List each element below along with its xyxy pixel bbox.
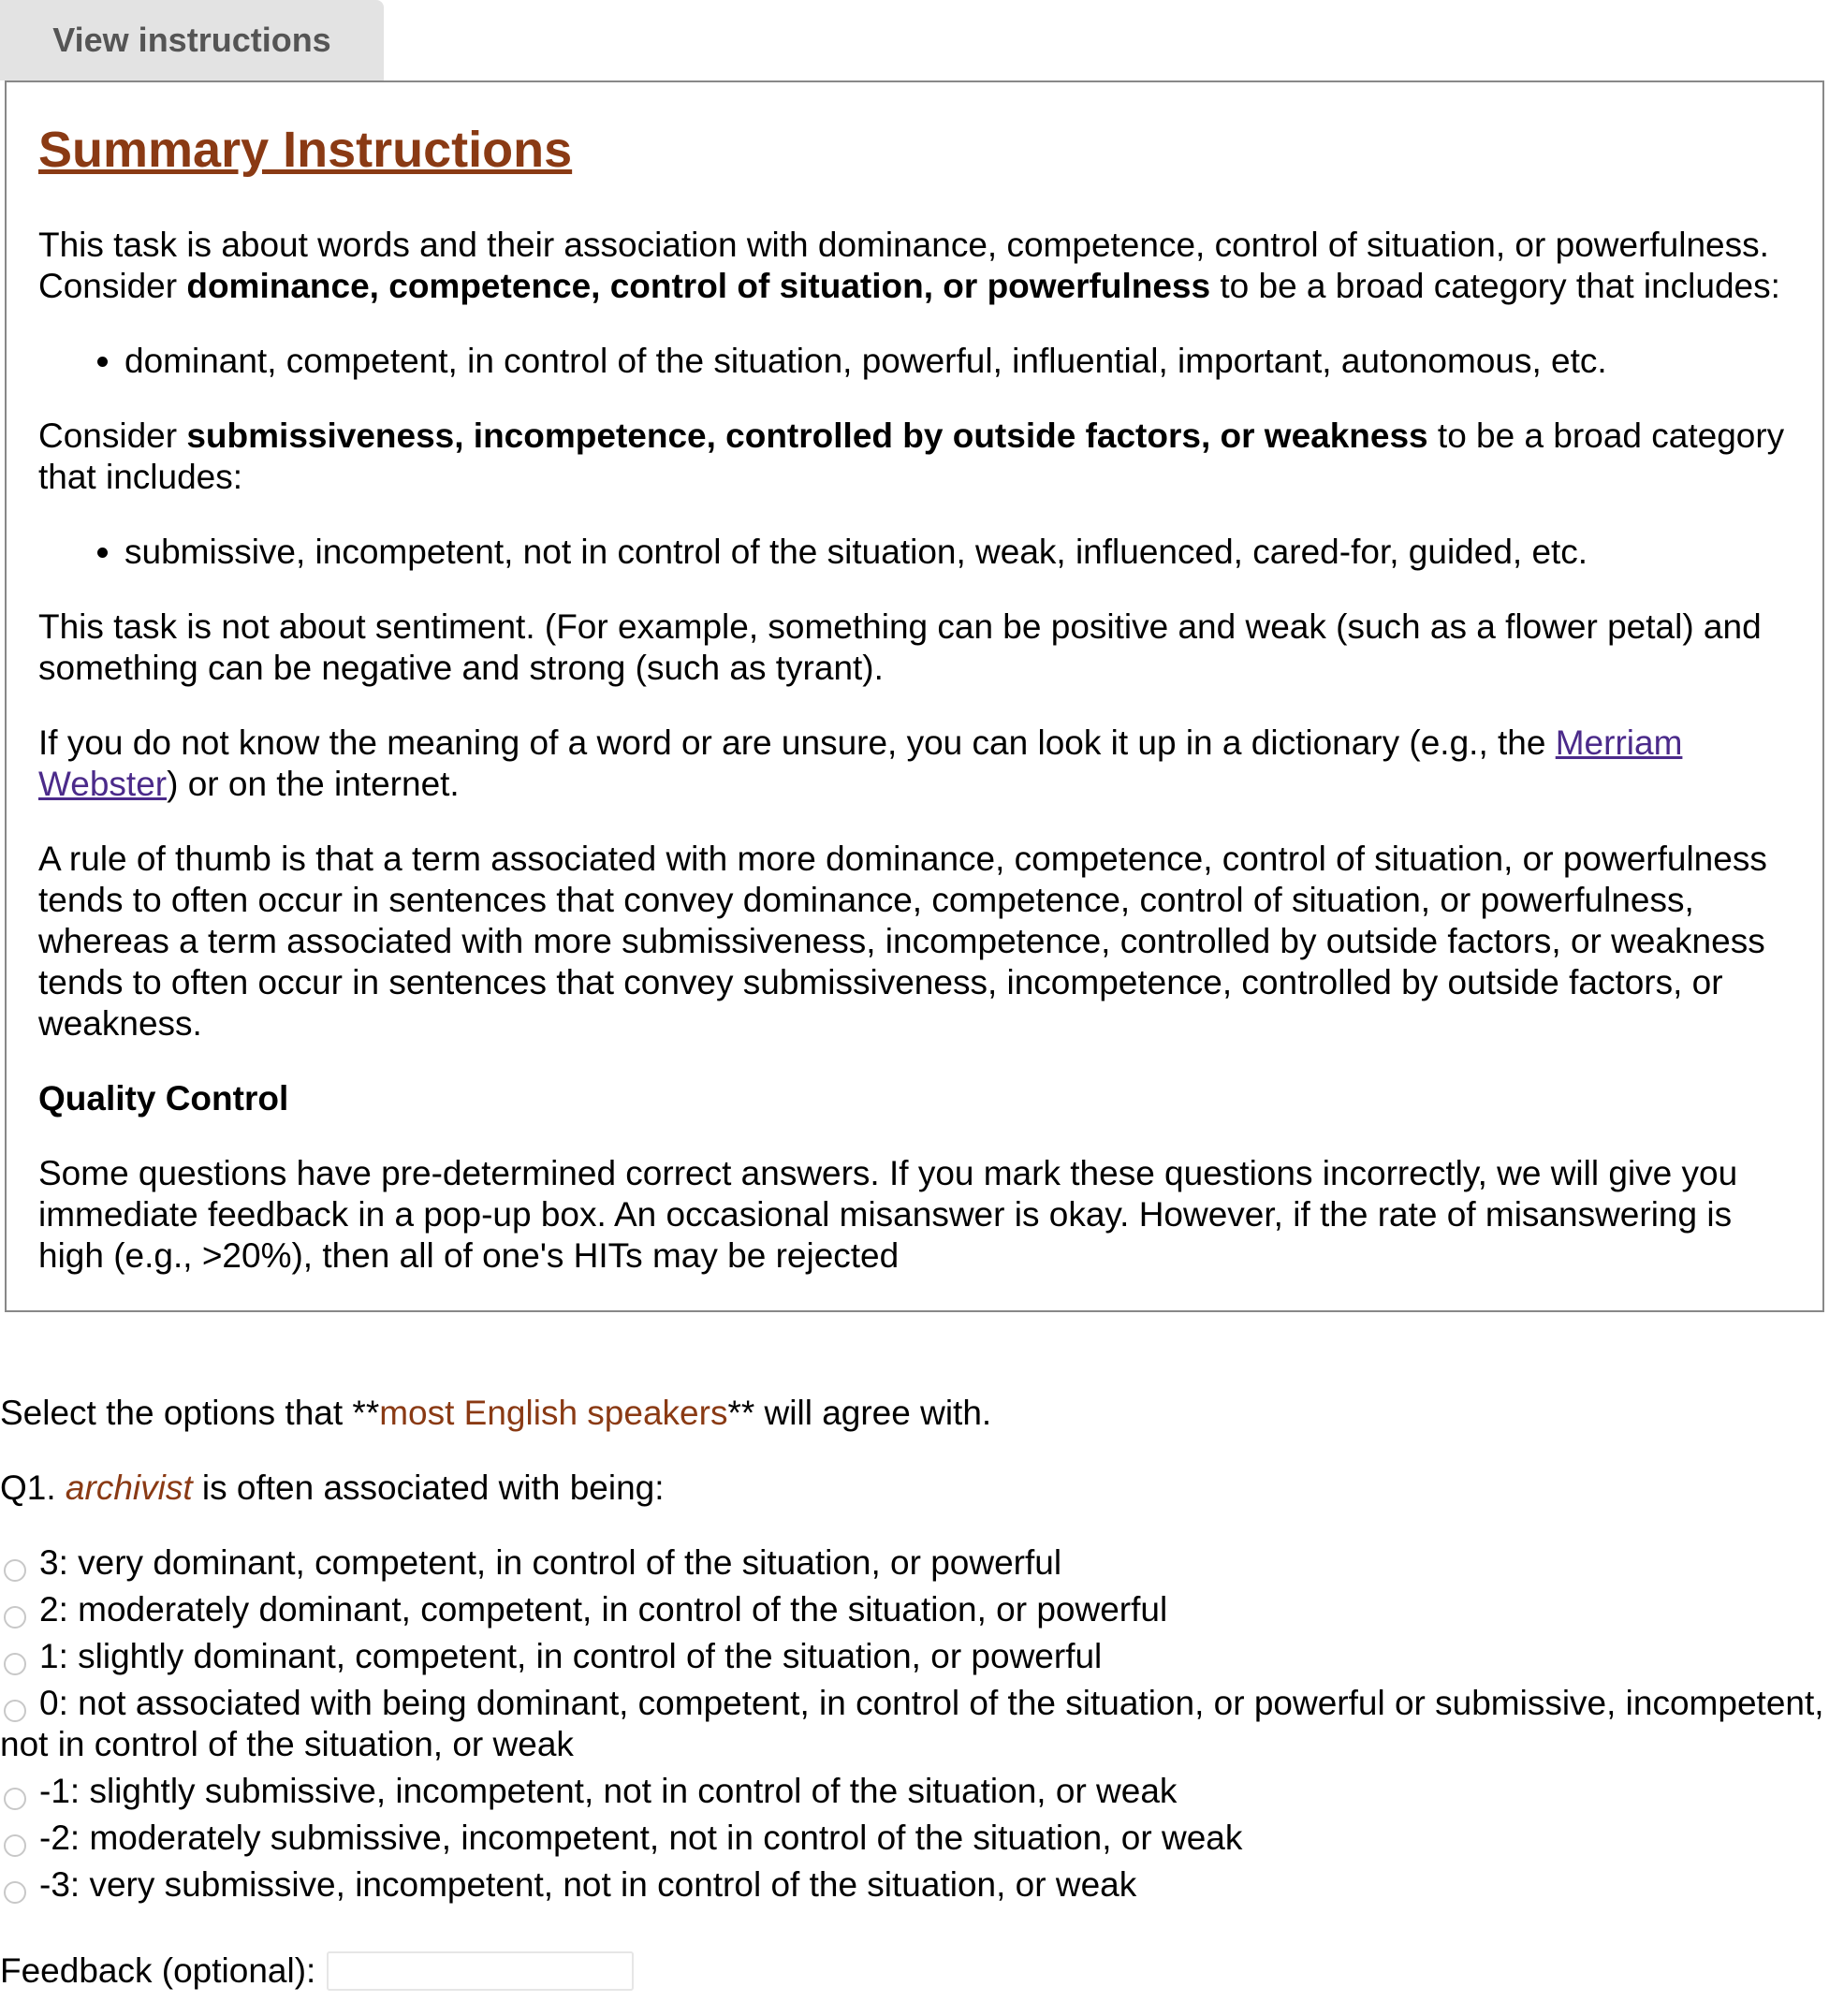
feedback-label: Feedback (optional):	[0, 1951, 316, 1990]
option-2-label: 2: moderately dominant, competent, in control of the situation, or powerful	[39, 1590, 1168, 1629]
question-text	[0, 1468, 1829, 1509]
submissive-category: submissiveness, incompetence, controlled by outside factors, or weakness	[186, 416, 1428, 455]
question-word: archivist	[65, 1468, 193, 1507]
instructions-title: Summary Instructions	[38, 122, 573, 178]
select-prefix: Select the options that **	[0, 1394, 380, 1432]
radio-option-minus-1[interactable]	[4, 1788, 26, 1810]
intro-paragraph	[38, 225, 1791, 307]
option-1[interactable]	[0, 1636, 1829, 1677]
dominance-suffix: to be a broad category that includes:	[1210, 267, 1780, 305]
radio-option-minus-3[interactable]	[4, 1881, 26, 1904]
option-3[interactable]	[0, 1542, 1829, 1584]
option-1-label: 1: slightly dominant, competent, in control of the situation, or powerful	[39, 1637, 1103, 1675]
consider-prefix: Consider	[38, 267, 187, 305]
radio-option-2[interactable]	[4, 1606, 26, 1629]
dominance-list-item: • dominant, competent, in control of the situation, powerful, influential, important, autonomous, etc.	[124, 341, 1791, 382]
select-suffix: ** will agree with.	[727, 1394, 992, 1432]
option-minus-2[interactable]	[0, 1818, 1829, 1859]
submissive-suffix: to be a broad category that includes:	[38, 416, 1785, 496]
radio-option-0[interactable]	[4, 1700, 26, 1722]
select-highlight: most English speakers	[379, 1394, 728, 1432]
radio-option-3[interactable]	[4, 1559, 26, 1582]
feedback-input[interactable]	[327, 1951, 634, 1991]
dictionary-paragraph	[38, 723, 1791, 805]
answer-options	[0, 1542, 1829, 1906]
question-suffix: is often associated with being:	[192, 1468, 665, 1507]
sentiment-note: This task is not about sentiment. (For example, something can be positive and weak (such as a flower petal) and something can be negative and strong (such as tyrant).	[38, 607, 1762, 687]
quality-control-heading: Quality Control	[38, 1079, 289, 1118]
option-minus-1-label: -1: slightly submissive, incompetent, not in control of the situation, or weak	[39, 1772, 1178, 1810]
option-0[interactable]	[0, 1683, 1829, 1765]
view-instructions-tab[interactable]: View instructions	[0, 0, 384, 80]
question-prefix: Q1.	[0, 1468, 66, 1507]
survey-section	[0, 1393, 1829, 1992]
option-2[interactable]	[0, 1589, 1829, 1630]
quality-control-text: Some questions have pre-determined correct answers. If you mark these questions incorrectly, we will give you immediate feedback in a pop-up box. An occasional misanswer is okay. However, if the rate of misanswering is high (e.g., >20%), then all of one's HITs may be rejected	[38, 1154, 1738, 1275]
rule-of-thumb: A rule of thumb is that a term associated with more dominance, competence, control of situation, or powerfulness tends to often occur in sentences that convey dominance, competence, control of situation, or powerfulness, whereas a term associated with more submissiveness, incompetence, controlled by outside factors, or weakness tends to often occur in sentences that convey submissiveness, incompetence, controlled by outside factors, or weakness.	[38, 840, 1767, 1043]
dictionary-prefix: If you do not know the meaning of a word or are unsure, you can look it up in a dictionary (e.g., the	[38, 723, 1556, 762]
dictionary-suffix: ) or on the internet.	[167, 765, 460, 803]
option-minus-3-label: -3: very submissive, incompetent, not in control of the situation, or weak	[39, 1865, 1137, 1904]
option-minus-1[interactable]	[0, 1771, 1829, 1812]
radio-option-minus-2[interactable]	[4, 1834, 26, 1857]
merriam-webster-link[interactable]: Merriam Webster	[38, 723, 1683, 803]
option-3-label: 3: very dominant, competent, in control of the situation, or powerful	[39, 1543, 1062, 1582]
option-0-label: 0: not associated with being dominant, competent, in control of the situation, or powerful or submissive, incompetent, not in control of the situation, or weak	[0, 1684, 1824, 1763]
dominance-category: dominance, competence, control of situation, or powerfulness	[186, 267, 1211, 305]
intro-line: This task is about words and their association with dominance, competence, control of situation, or powerfulness.	[38, 226, 1769, 264]
submissive-paragraph	[38, 416, 1791, 498]
option-minus-2-label: -2: moderately submissive, incompetent, not in control of the situation, or weak	[39, 1819, 1243, 1857]
dominance-list	[38, 341, 1791, 382]
instructions-panel	[5, 80, 1824, 1312]
submissive-list-item: • submissive, incompetent, not in control of the situation, weak, influenced, cared-for, guided, etc.	[124, 532, 1791, 573]
submissive-prefix: Consider	[38, 416, 187, 455]
option-minus-3[interactable]	[0, 1864, 1829, 1906]
radio-option-1[interactable]	[4, 1653, 26, 1675]
feedback-row	[0, 1950, 1829, 1992]
submissive-list	[38, 532, 1791, 573]
select-instruction	[0, 1393, 1829, 1434]
